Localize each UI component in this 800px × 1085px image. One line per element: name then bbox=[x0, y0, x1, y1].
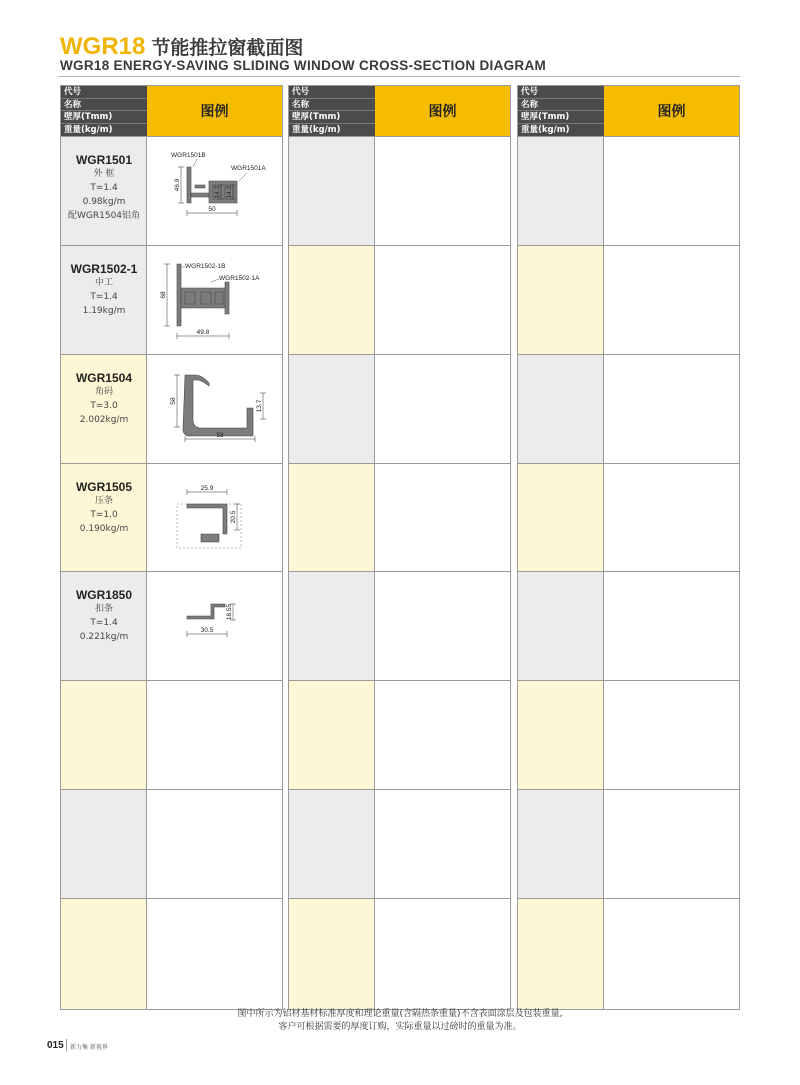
table-row bbox=[61, 463, 282, 571]
legend-cell bbox=[147, 681, 282, 789]
table-row bbox=[289, 898, 510, 1009]
legend-cell bbox=[375, 137, 510, 245]
legend-cell bbox=[375, 572, 510, 680]
table-row bbox=[61, 571, 282, 680]
product-info-cell bbox=[61, 899, 147, 1009]
profile-shape bbox=[181, 288, 227, 308]
table-row bbox=[518, 463, 739, 571]
legend-cell bbox=[147, 464, 282, 571]
snap-strip-shape bbox=[187, 604, 225, 619]
header-weight-label: 重量(kg/m) bbox=[64, 124, 113, 135]
page-subtitle: WGR18 ENERGY-SAVING SLIDING WINDOW CROSS-SECTION DIAGRAM bbox=[60, 58, 547, 73]
header-thickness-label: 壁厚(Tmm) bbox=[289, 111, 375, 124]
header-thickness-label: 壁厚(Tmm) bbox=[518, 111, 604, 124]
legend-cell bbox=[375, 464, 510, 571]
table-row bbox=[61, 245, 282, 354]
legend-cell bbox=[375, 790, 510, 898]
header-labels bbox=[289, 86, 375, 136]
product-info-cell bbox=[289, 899, 375, 1009]
product-code: WGR1504 bbox=[75, 371, 133, 385]
product-spec: 角码 bbox=[94, 387, 113, 397]
product-info-cell bbox=[289, 137, 375, 245]
table-row bbox=[289, 789, 510, 898]
legend-cell bbox=[604, 246, 739, 354]
legend-cell bbox=[147, 137, 282, 245]
legend-cell bbox=[375, 681, 510, 789]
product-info bbox=[61, 480, 147, 536]
profile-shape bbox=[201, 534, 219, 542]
page-title bbox=[60, 33, 303, 61]
table-row bbox=[518, 245, 739, 354]
header-thickness-label: 壁厚(Tmm) bbox=[61, 111, 147, 124]
table-row bbox=[61, 354, 282, 463]
table-block-3 bbox=[517, 85, 740, 1010]
dimension-height: 18.55 bbox=[226, 603, 233, 621]
table-header bbox=[61, 86, 282, 136]
leader-line bbox=[211, 279, 219, 282]
legend-cell bbox=[604, 464, 739, 571]
legend-cell bbox=[604, 681, 739, 789]
table-row bbox=[289, 354, 510, 463]
dimension-height: 20.5 bbox=[230, 510, 237, 524]
part-label-b: WGR1501B bbox=[171, 152, 206, 159]
product-info bbox=[61, 588, 147, 644]
profile-drawing bbox=[147, 464, 282, 572]
header-labels bbox=[61, 86, 147, 136]
dimension-height: 46.9 bbox=[174, 178, 181, 192]
header-weight-label: 重量(kg/m) bbox=[292, 124, 341, 135]
product-info-cell bbox=[289, 681, 375, 789]
legend-cell bbox=[604, 572, 739, 680]
table-row bbox=[289, 245, 510, 354]
footnote-line-1: 图中所示为铝材基材标准厚度和理论重量(含隔热条重量)不含表面涂层及包装重量, bbox=[237, 1009, 563, 1019]
product-code: WGR1502-1 bbox=[70, 262, 138, 276]
product-spec: T=1.4 bbox=[90, 183, 118, 193]
profile-drawing bbox=[147, 246, 282, 354]
table-row bbox=[518, 680, 739, 789]
dimension-lip: 13.7 bbox=[256, 399, 263, 413]
header-name-label: 名称 bbox=[61, 99, 147, 112]
product-spec: T=1.4 bbox=[90, 618, 118, 628]
title-chinese: 节能推拉窗截面图 bbox=[151, 37, 304, 59]
legend-cell bbox=[147, 572, 282, 680]
legend-cell bbox=[147, 246, 282, 354]
product-info-cell bbox=[518, 899, 604, 1009]
header-labels bbox=[518, 86, 604, 136]
table-row bbox=[289, 463, 510, 571]
legend-cell bbox=[147, 899, 282, 1009]
header-legend: 图例 bbox=[147, 86, 282, 136]
legend-cell bbox=[604, 137, 739, 245]
table-header bbox=[289, 86, 510, 136]
table-row bbox=[518, 354, 739, 463]
product-info-cell bbox=[61, 790, 147, 898]
dimension-inner-2: 14.2 bbox=[226, 185, 233, 199]
dimension-height: 68 bbox=[160, 291, 167, 299]
product-spec: 扣条 bbox=[94, 604, 113, 614]
table-row bbox=[61, 136, 282, 245]
dimension-width: 25.9 bbox=[200, 485, 214, 492]
product-spec: 0.190kg/m bbox=[79, 524, 129, 534]
product-info-cell bbox=[61, 681, 147, 789]
legend-cell bbox=[375, 246, 510, 354]
header-legend: 图例 bbox=[375, 86, 510, 136]
product-info bbox=[61, 262, 147, 318]
profile-shape bbox=[225, 282, 229, 314]
dimension-width: 49.8 bbox=[196, 329, 210, 336]
product-info-cell bbox=[289, 790, 375, 898]
product-info-cell bbox=[61, 464, 147, 571]
leader-line bbox=[239, 173, 247, 181]
product-info-cell bbox=[518, 464, 604, 571]
legend-cell bbox=[604, 355, 739, 463]
header-legend: 图例 bbox=[604, 86, 739, 136]
product-spec: 压条 bbox=[94, 496, 113, 506]
product-spec: 1.19kg/m bbox=[82, 306, 126, 316]
series-code: WGR18 bbox=[60, 33, 146, 60]
page-divider bbox=[66, 1039, 67, 1051]
header-code-label: 代号 bbox=[61, 86, 147, 99]
product-spec: 2.002kg/m bbox=[79, 415, 129, 425]
dimension-width: 30.5 bbox=[200, 627, 214, 634]
product-spec: T=1.4 bbox=[90, 292, 118, 302]
profile-shape bbox=[177, 264, 181, 326]
page-number: 015 bbox=[47, 1040, 64, 1051]
table-row bbox=[61, 680, 282, 789]
table-row bbox=[289, 136, 510, 245]
part-label-a: WGR1502-1A bbox=[219, 275, 260, 282]
header-name-label: 名称 bbox=[518, 99, 604, 112]
part-label-a: WGR1501A bbox=[231, 165, 266, 172]
product-spec: 0.221kg/m bbox=[79, 632, 129, 642]
product-info-cell bbox=[518, 681, 604, 789]
dimension-width: 58 bbox=[216, 432, 224, 439]
product-info-cell bbox=[289, 572, 375, 680]
table-block-1 bbox=[60, 85, 283, 1010]
product-spec: T=3.0 bbox=[90, 401, 118, 411]
product-spec: 配WGR1504铝角 bbox=[67, 211, 141, 221]
legend-cell bbox=[375, 355, 510, 463]
profile-shape bbox=[187, 167, 191, 203]
product-info-cell bbox=[289, 355, 375, 463]
product-info-cell bbox=[61, 246, 147, 354]
part-label-b: WGR1502-1B bbox=[185, 263, 226, 270]
header-code-label: 代号 bbox=[518, 86, 604, 99]
product-spec: 0.98kg/m bbox=[82, 197, 126, 207]
table-row bbox=[289, 571, 510, 680]
product-info-cell bbox=[518, 137, 604, 245]
brand-text: 新力集 新视界 bbox=[70, 1044, 108, 1051]
product-info-cell bbox=[518, 790, 604, 898]
table-row bbox=[61, 898, 282, 1009]
legend-cell bbox=[375, 899, 510, 1009]
table-row bbox=[518, 571, 739, 680]
profile-drawing bbox=[147, 572, 282, 680]
table-row bbox=[518, 789, 739, 898]
table-row bbox=[518, 136, 739, 245]
legend-cell bbox=[147, 355, 282, 463]
header-weight-label: 重量(kg/m) bbox=[521, 124, 570, 135]
product-info bbox=[61, 153, 147, 223]
dimension-height: 58 bbox=[170, 397, 177, 405]
legend-cell bbox=[604, 899, 739, 1009]
legend-cell bbox=[147, 790, 282, 898]
table-row bbox=[289, 680, 510, 789]
product-code: WGR1850 bbox=[75, 588, 133, 602]
dimension-inner-1: 14.2 bbox=[214, 185, 221, 199]
product-info-cell bbox=[518, 355, 604, 463]
product-info bbox=[61, 371, 147, 427]
product-info-cell bbox=[61, 355, 147, 463]
product-info-cell bbox=[61, 137, 147, 245]
product-spec: T=1.0 bbox=[90, 510, 118, 520]
product-info-cell bbox=[518, 246, 604, 354]
product-spec: 外 框 bbox=[93, 169, 115, 179]
table-row bbox=[518, 898, 739, 1009]
product-code: WGR1505 bbox=[75, 480, 133, 494]
product-spec: 中工 bbox=[94, 278, 113, 288]
product-info-cell bbox=[518, 572, 604, 680]
product-info-cell bbox=[61, 572, 147, 680]
footnote-line-2: 客户可根据需要的厚度订购，实际重量以过磅时的重量为准。 bbox=[278, 1022, 522, 1032]
leader-line bbox=[193, 159, 197, 167]
header-name-label: 名称 bbox=[289, 99, 375, 112]
corner-bracket-shape bbox=[183, 375, 253, 436]
product-code: WGR1501 bbox=[75, 153, 133, 167]
legend-cell bbox=[604, 790, 739, 898]
table-block-2 bbox=[288, 85, 511, 1010]
product-info-cell bbox=[289, 464, 375, 571]
table-row bbox=[61, 789, 282, 898]
product-info-cell bbox=[289, 246, 375, 354]
profile-drawing bbox=[147, 137, 282, 245]
dimension-width: 50 bbox=[208, 206, 216, 213]
header-code-label: 代号 bbox=[289, 86, 375, 99]
profile-shape bbox=[191, 185, 209, 197]
profile-drawing bbox=[147, 355, 282, 463]
title-rule bbox=[58, 76, 740, 77]
glazing-bead-shape bbox=[187, 504, 227, 534]
table-header bbox=[518, 86, 739, 136]
